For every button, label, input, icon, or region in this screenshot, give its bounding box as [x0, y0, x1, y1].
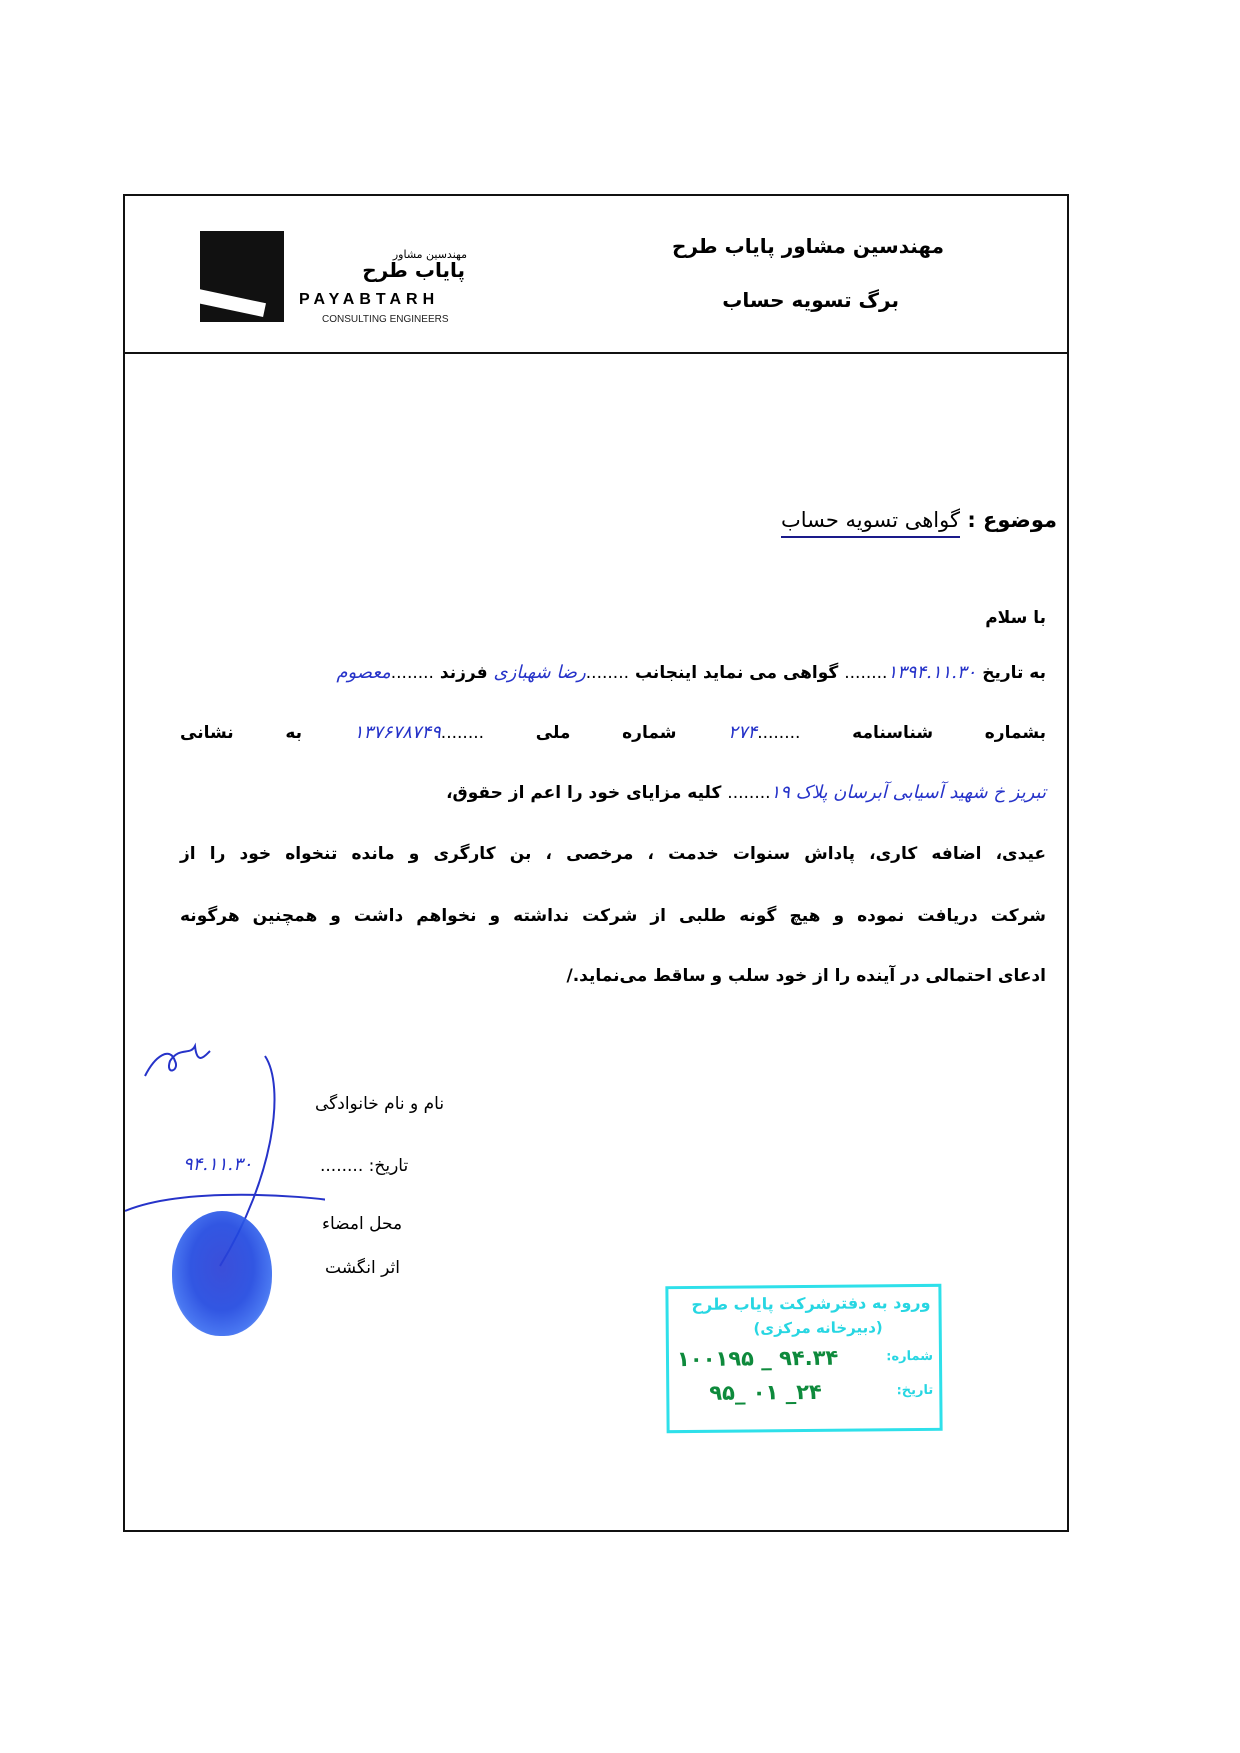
body-line-5: شرکت دریافت نموده و هیچ گونه طلبی از شرکت نداشته و نخواهم داشت و همچنین هرگونه — [180, 906, 1046, 926]
text-benefits: کلیه مزایای خود را اعم از حقوق، — [446, 783, 722, 803]
logo-persian-subtitle: مهندسین مشاور — [392, 248, 467, 261]
body-line-4: عیدی، اضافه کاری، پاداش سنوات خدمت ، مرخصی ، بن کارگری و مانده تنخواه خود را از — [180, 844, 1046, 864]
handwritten-date: ۱۳۹۴.۱۱.۳۰ — [887, 662, 977, 683]
logo-english-name: PAYABTARH — [299, 291, 440, 308]
logo-persian-name: پایاب طرح — [362, 258, 465, 282]
signature-place-label: محل امضاء — [322, 1214, 403, 1234]
company-title: مهندسین مشاور پایاب طرح — [671, 234, 944, 258]
dotted-fill: ........ — [320, 1156, 364, 1176]
company-logo-mark — [200, 231, 284, 322]
signature-date-value — [183, 1154, 252, 1175]
text-certify: گواهی می نماید اینجانب — [634, 663, 839, 683]
stamp-title: ورود به دفترشرکت پایاب طرح — [691, 1292, 931, 1314]
registry-stamp — [665, 1284, 942, 1433]
stamp-subtitle: (دبیرخانه مرکزی) — [753, 1318, 883, 1338]
stamp-number-value: ۱۰۰۱۹۵ _ ۹۴.۳۴ — [676, 1345, 839, 1372]
subject-value: گواهی تسویه حساب — [781, 508, 960, 538]
handwritten-father-name: معصوم — [336, 662, 391, 683]
text-id-number: بشماره شناسنامه — [852, 723, 1047, 743]
signature-date-label — [320, 1156, 408, 1176]
document-frame — [123, 194, 1069, 1532]
dotted-fill: ........ — [757, 723, 801, 743]
logo-english-subtitle: CONSULTING ENGINEERS — [322, 314, 449, 325]
dotted-fill: ........ — [440, 723, 485, 743]
body-line-6: ادعای احتمالی در آینده را از خود سلب و ساقط می‌نماید./ — [566, 966, 1046, 986]
dotted-fill: ........ — [844, 663, 888, 683]
text-address: به نشانی — [180, 723, 303, 743]
subject-label: موضوع : — [967, 508, 1057, 532]
signature-name-label: نام و نام خانوادگی — [315, 1094, 445, 1114]
stamp-date-value: ۹۵_ ۰۱ _۲۴ — [709, 1379, 822, 1405]
dotted-fill: ........ — [727, 783, 771, 803]
handwritten-national-number: ۱۳۷۶۷۸۷۴۹ — [353, 722, 441, 743]
stamp-number-label: شماره: — [886, 1348, 934, 1365]
handwritten-name: رضا شهبازی — [493, 662, 586, 683]
subject-line — [781, 508, 1057, 532]
handwritten-signature-date: ۹۴.۱۱.۳۰ — [183, 1154, 253, 1175]
body-line-2 — [180, 722, 1046, 743]
handwritten-id-number: ۲۷۴ — [728, 722, 758, 743]
stamp-date-label: تاریخ: — [896, 1382, 934, 1399]
body-line-1 — [180, 662, 1046, 683]
greeting: با سلام — [985, 608, 1046, 628]
text-child-of: فرزند — [439, 663, 488, 683]
form-title: برگ تسویه حساب — [722, 288, 899, 312]
handwritten-address: تبریز خ شهید آسیابی آبرسان پلاک ۱۹ — [770, 782, 1046, 803]
text-national-number: شماره ملی — [535, 723, 677, 743]
text-date-prefix: به تاریخ — [982, 663, 1046, 683]
thumbprint-label: اثر انگشت — [325, 1258, 400, 1278]
date-label-text: تاریخ: — [368, 1156, 409, 1176]
body-line-3 — [180, 782, 1046, 803]
letterhead — [125, 196, 1067, 354]
dotted-fill: ........ — [585, 663, 630, 683]
fingerprint-mark — [172, 1211, 272, 1336]
dotted-fill: ........ — [390, 663, 434, 683]
